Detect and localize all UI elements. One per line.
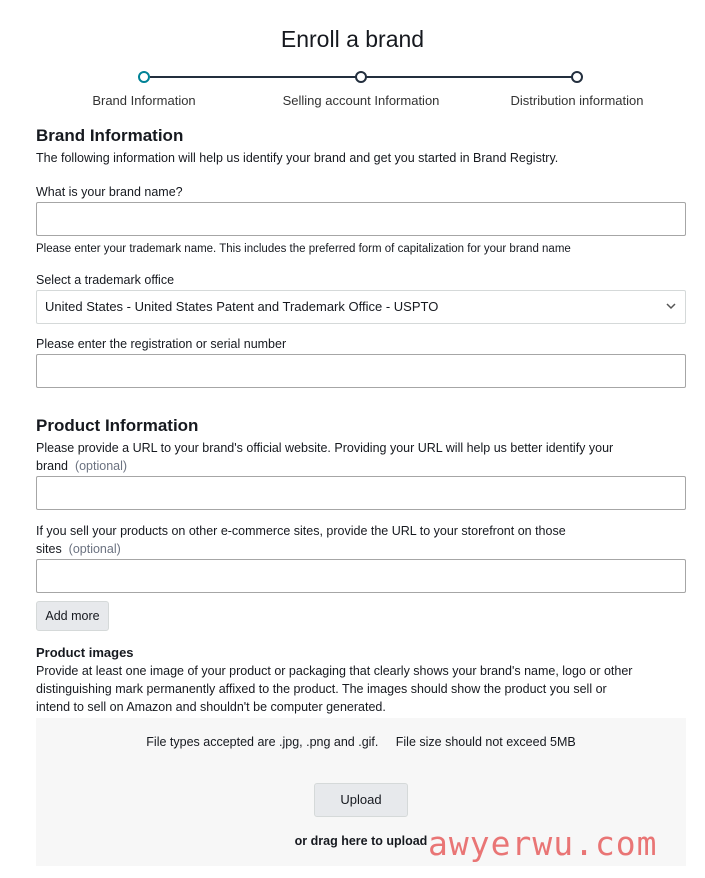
- product-section-title: Product Information: [36, 416, 199, 435]
- product-images-description-line: distinguishing mark permanently affixed to the product. The images should show the product you sell or: [36, 682, 607, 696]
- brand-section-description: The following information will help us identify your brand and get you started in Brand Registry.: [36, 151, 559, 165]
- storefront-url-input[interactable]: [36, 559, 686, 593]
- upload-button[interactable]: Upload: [314, 783, 408, 817]
- product-images-description-line: Provide at least one image of your product or packaging that clearly shows your brand's name, logo or other: [36, 664, 633, 678]
- add-more-button[interactable]: Add more: [36, 601, 109, 631]
- product-images-description: [36, 662, 632, 716]
- watermark-text: awyerwu.com: [428, 824, 658, 863]
- brand-name-input[interactable]: [36, 202, 686, 236]
- file-size-note: File size should not exceed 5MB: [395, 735, 576, 749]
- brand-name-label: What is your brand name?: [36, 185, 183, 199]
- product-images-title: Product images: [36, 645, 134, 660]
- website-url-label-line2-wrap: [36, 457, 613, 475]
- registration-number-label: Please enter the registration or serial number: [36, 337, 287, 351]
- website-url-label: [36, 439, 613, 475]
- trademark-office-select[interactable]: [36, 290, 686, 324]
- drag-upload-text: or drag here to upload: [294, 834, 428, 848]
- registration-number-input[interactable]: [36, 354, 686, 388]
- brand-name-helper: Please enter your trademark name. This includes the preferred form of capitalization for your brand name: [36, 243, 571, 255]
- storefront-url-label-line1: If you sell your products on other e-commerce sites, provide the URL to your storefront on those: [36, 524, 566, 538]
- file-requirements: [36, 735, 686, 749]
- optional-tag: (optional): [74, 459, 128, 473]
- website-url-label-line2: brand: [36, 459, 68, 473]
- storefront-url-label: [36, 522, 566, 558]
- step-2-label: Selling account Information: [282, 93, 440, 108]
- file-types-note: File types accepted are .jpg, .png and .gif.: [146, 735, 379, 749]
- page-title: Enroll a brand: [280, 26, 425, 52]
- website-url-label-line1: Please provide a URL to your brand's official website. Providing your URL will help us better identify your: [36, 441, 614, 455]
- brand-section-title: Brand Information: [36, 126, 184, 145]
- step-1-dot: [138, 71, 150, 83]
- trademark-office-label: Select a trademark office: [36, 273, 175, 287]
- step-3-label: Distribution information: [510, 93, 644, 108]
- optional-tag: (optional): [68, 542, 121, 556]
- website-url-input[interactable]: [36, 476, 686, 510]
- storefront-url-label-line2-wrap: [36, 540, 566, 558]
- stepper-line: [150, 76, 356, 78]
- progress-stepper: [0, 70, 705, 110]
- step-1-label: Brand Information: [92, 93, 196, 108]
- trademark-office-value: United States - United States Patent and Trademark Office - USPTO: [45, 299, 439, 314]
- step-3-dot: [571, 71, 583, 83]
- stepper-line: [366, 76, 572, 78]
- chevron-down-icon: [665, 291, 677, 335]
- product-images-description-line: intend to sell on Amazon and shouldn't be computer generated.: [36, 700, 386, 714]
- step-2-dot: [355, 71, 367, 83]
- storefront-url-label-line2: sites: [36, 542, 62, 556]
